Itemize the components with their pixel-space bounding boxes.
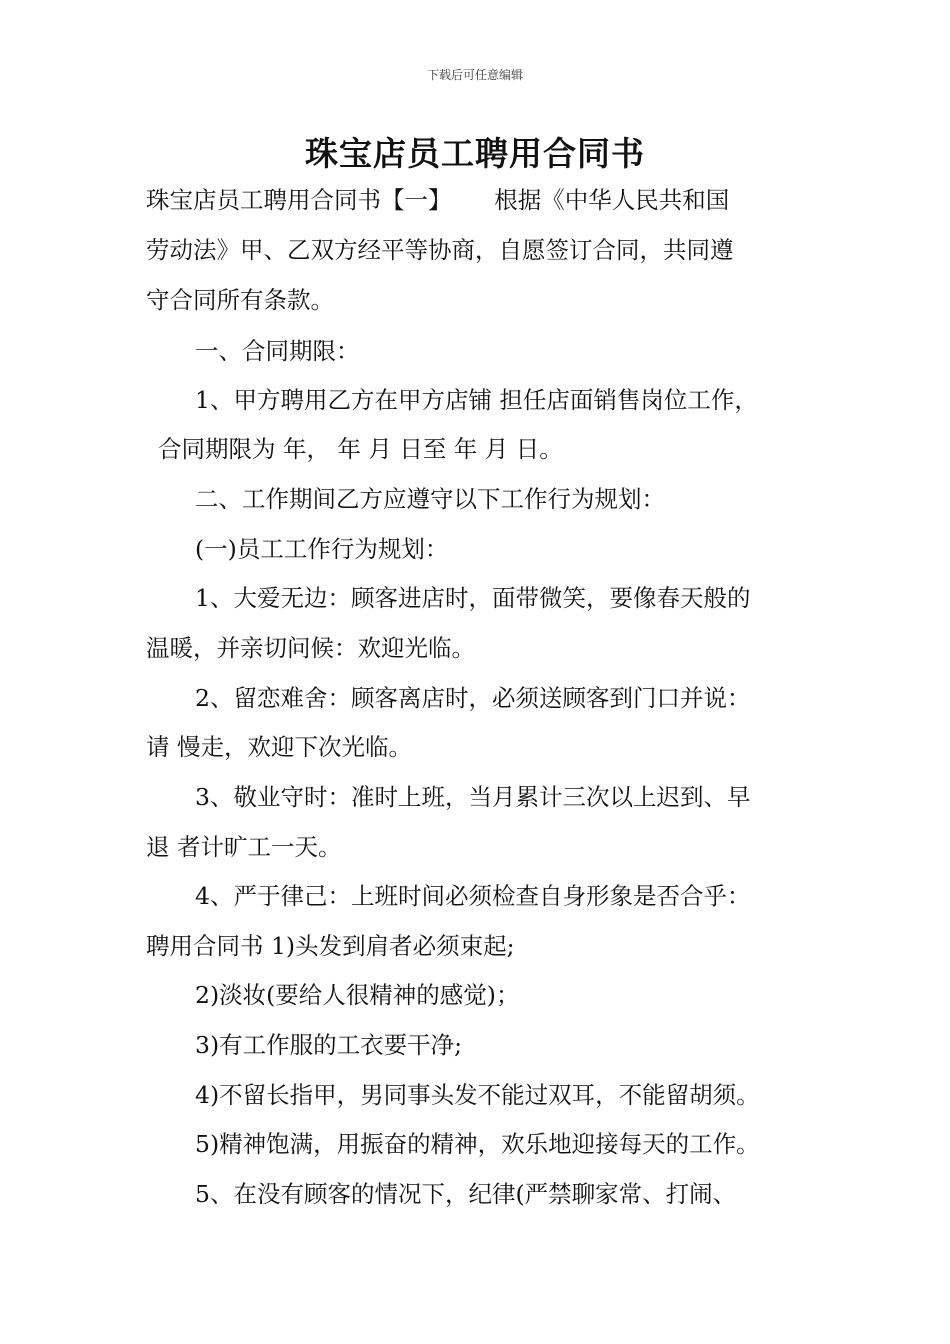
- paragraph-line: 2、留恋难舍：顾客离店时，必须送顾客到门口并说：: [195, 684, 751, 712]
- paragraph-line: 合同期限为 年， 年 月 日至 年 月 日。: [158, 435, 563, 463]
- paragraph-line: 1、大爱无边：顾客进店时，面带微笑，要像春天般的: [195, 584, 751, 612]
- paragraph-line: 珠宝店员工聘用合同书【一】 根据《中华人民共和国: [146, 186, 730, 214]
- paragraph-line: 5、在没有顾客的情况下，纪律(严禁聊家常、打闹、: [195, 1180, 737, 1208]
- paragraph-line: (一)员工工作行为规划：: [195, 535, 449, 563]
- document-title: 珠宝店员工聘用合同书: [305, 134, 645, 173]
- paragraph-line: 一、合同期限：: [195, 337, 360, 365]
- paragraph-line: 聘用合同书 1)头发到肩者必须束起;: [146, 932, 515, 960]
- paragraph-line: 5)精神饱满，用振奋的精神，欢乐地迎接每天的工作。: [195, 1130, 760, 1158]
- paragraph-line: 请 慢走，欢迎下次光临。: [146, 733, 412, 761]
- paragraph-line: 退 者计旷工一天。: [146, 833, 342, 861]
- paragraph-line: 2)淡妆(要给人很精神的感觉)；: [195, 981, 520, 1009]
- paragraph-line: 劳动法》甲、乙双方经平等协商，自愿签订合同，共同遵: [146, 236, 734, 264]
- paragraph-line: 4)不留长指甲，男同事头发不能过双耳，不能留胡须。: [195, 1081, 760, 1109]
- paragraph-line: 4、严于律己：上班时间必须检查自身形象是否合乎：: [195, 882, 751, 910]
- paragraph-line: 1、甲方聘用乙方在甲方店铺 担任店面销售岗位工作，: [195, 386, 758, 414]
- paragraph-line: 守合同所有条款。: [146, 286, 334, 314]
- paragraph-line: 3)有工作服的工衣要干净;: [195, 1031, 463, 1059]
- paragraph-line: 二、工作期间乙方应遵守以下工作行为规划：: [195, 485, 665, 513]
- paragraph-line: 温暖，并亲切问候：欢迎光临。: [146, 634, 475, 662]
- paragraph-line: 3、敬业守时：准时上班，当月累计三次以上迟到、早: [195, 783, 751, 811]
- header-note: 下载后可任意编辑: [426, 68, 523, 82]
